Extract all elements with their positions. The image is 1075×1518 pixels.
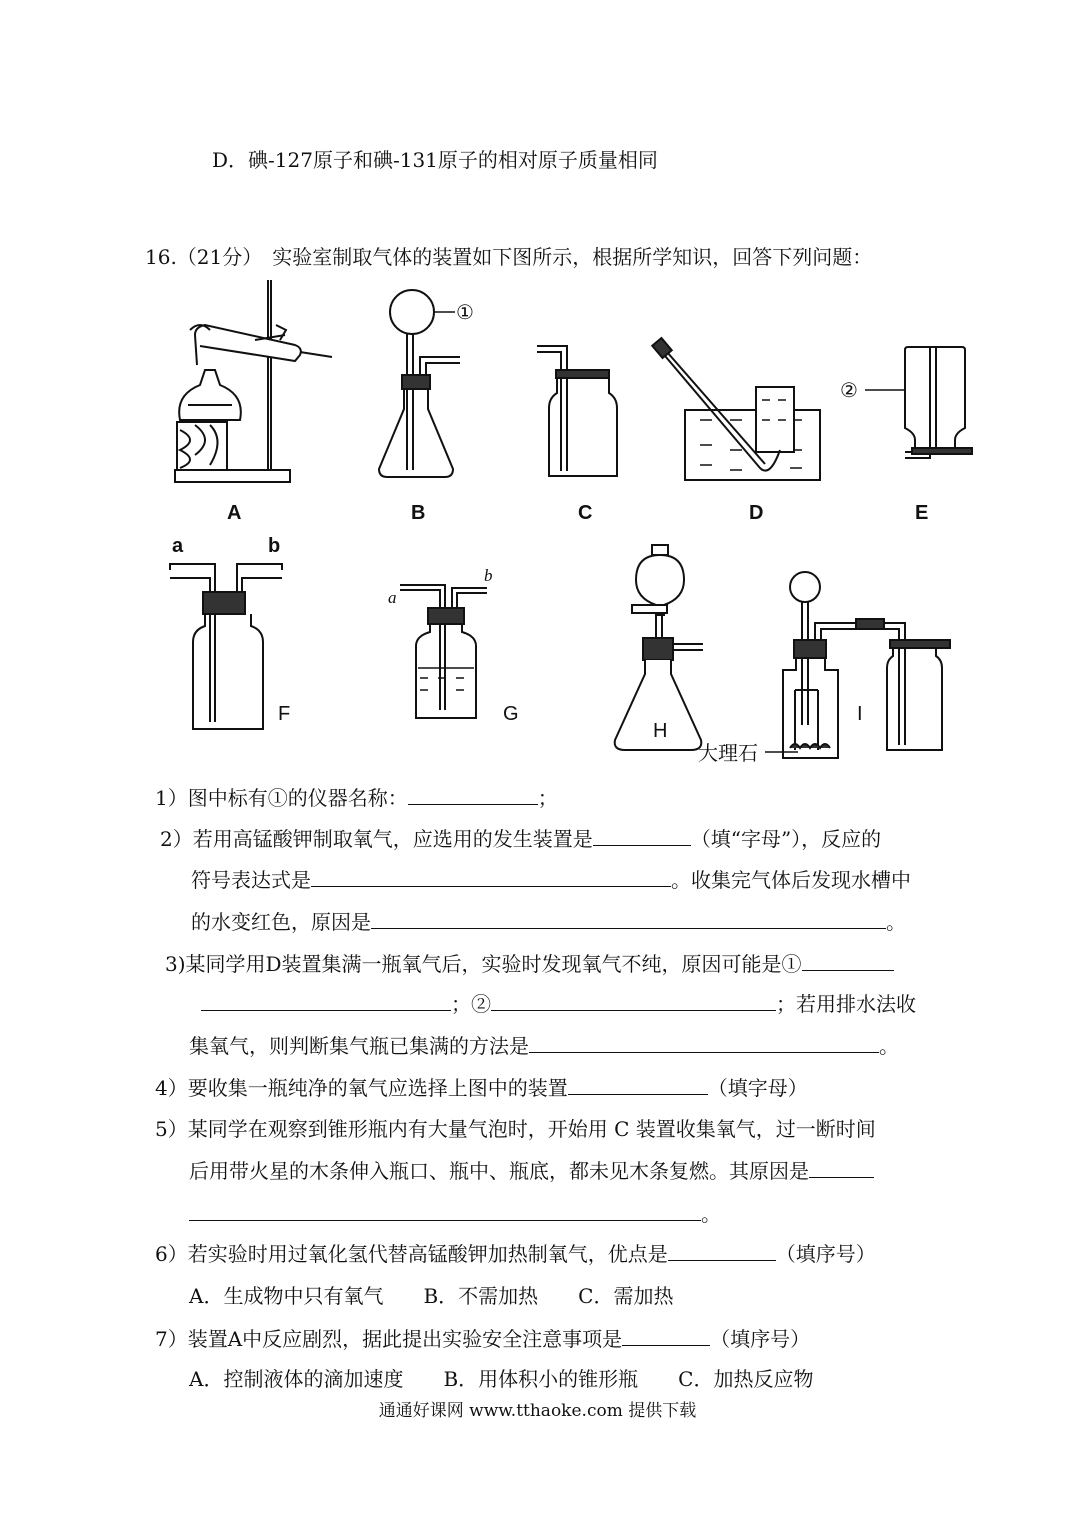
- q4-text-1: 4）要收集一瓶纯净的氧气应选择上图中的装置: [155, 1076, 568, 1100]
- q6-options: A．生成物中只有氧气 B．不需加热 C．需加热: [189, 1284, 674, 1308]
- q3-text-2: ；②: [451, 992, 491, 1016]
- q2-text-4: 。收集完气体后发现水槽中: [671, 868, 911, 892]
- q3-text-4: 集氧气，则判断集气瓶已集满的方法是: [189, 1034, 529, 1058]
- label-a: A: [227, 502, 242, 524]
- port-b-g: b: [484, 566, 493, 585]
- q7-answer-blank[interactable]: [622, 1325, 710, 1346]
- q3-method-blank[interactable]: [529, 1032, 879, 1053]
- q3-text-3: ；若用排水法收: [776, 992, 916, 1016]
- q2-text-2: （填“字母”），反应的: [690, 827, 882, 851]
- apparatus-i: [765, 572, 950, 758]
- marble-label: 大理石: [698, 741, 758, 765]
- q2-reason-blank[interactable]: [371, 908, 886, 929]
- q2-line-2: [191, 866, 911, 893]
- apparatus-e: [865, 347, 972, 458]
- q2-text-5: 的水变红色，原因是: [191, 910, 371, 934]
- q2-text-6: 。: [886, 910, 906, 934]
- q1-end: ；: [537, 786, 558, 810]
- apparatus-a: [175, 280, 332, 482]
- label-i: I: [857, 703, 863, 725]
- question-16-heading: 16.（21分） 实验室制取气体的装置如下图所示，根据所学知识，回答下列问题：: [145, 245, 873, 269]
- q2-line-3: [191, 908, 906, 935]
- apparatus-f: [170, 564, 282, 729]
- q1-text: 1）图中标有①的仪器名称：: [155, 786, 408, 810]
- label-c: C: [578, 502, 593, 524]
- q3-reason1-blank-a[interactable]: [802, 950, 894, 971]
- apparatus-g: [400, 585, 487, 718]
- q5-text-2: 后用带火星的木条伸入瓶口、瓶中、瓶底，都未见木条复燃。其原因是: [189, 1159, 809, 1183]
- q4-text-2: （填字母）: [707, 1076, 808, 1100]
- label-f: F: [278, 703, 291, 725]
- q1-line: [155, 784, 558, 811]
- q7-options: A．控制液体的滴加速度 B．用体积小的锥形瓶 C．加热反应物: [189, 1367, 814, 1391]
- q5-reason-blank-b[interactable]: [189, 1200, 701, 1221]
- apparatus-c: [537, 346, 617, 476]
- q3-line-2: [201, 990, 916, 1017]
- q2-line-1: [160, 825, 881, 852]
- option-d: D．碘-127原子和碘-131原子的相对原子质量相同: [212, 148, 658, 172]
- port-a-f: a: [172, 535, 184, 557]
- q1-answer-blank[interactable]: [408, 784, 538, 805]
- q7-text-2: （填序号）: [710, 1327, 811, 1351]
- q6-answer-blank[interactable]: [668, 1240, 776, 1261]
- port-a-g: a: [388, 588, 397, 607]
- apparatus-d: [652, 338, 820, 480]
- q3-text-5: 。: [879, 1034, 899, 1058]
- q6-text-2: （填序号）: [775, 1242, 876, 1266]
- apparatus-b: [379, 290, 460, 477]
- q2-text-3: 符号表达式是: [191, 868, 311, 892]
- port-b-f: b: [268, 535, 281, 557]
- q3-reason2-blank[interactable]: [491, 990, 776, 1011]
- q5-line-1: 5）某同学在观察到锥形瓶内有大量气泡时，开始用 C 装置收集氧气，过一断时间: [155, 1117, 876, 1141]
- q6-text-1: 6）若实验时用过氧化氢代替高锰酸钾加热制氧气，优点是: [155, 1242, 668, 1266]
- label-b: B: [411, 502, 426, 524]
- q3-reason1-blank-b[interactable]: [201, 990, 451, 1011]
- label-d: D: [749, 502, 764, 524]
- q2-formula-blank[interactable]: [311, 866, 671, 887]
- q2-device-blank[interactable]: [593, 825, 691, 846]
- q3-text-1: 3)某同学用D装置集满一瓶氧气后，实验时发现氧气不纯，原因可能是①: [165, 952, 802, 976]
- q7-text-1: 7）装置A中反应剧烈，据此提出实验安全注意事项是: [155, 1327, 623, 1351]
- label-e: E: [915, 502, 929, 524]
- q4-line: [155, 1074, 808, 1101]
- label-g: G: [503, 703, 519, 725]
- mark-circled-2: ②: [840, 380, 858, 402]
- q6-line: [155, 1240, 876, 1267]
- footer: 通通好课网 www.tthaoke.com 提供下载: [378, 1401, 697, 1421]
- q3-line-1: [165, 950, 894, 977]
- q2-text-1: 2）若用高锰酸钾制取氧气，应选用的发生装置是: [160, 827, 593, 851]
- q4-device-blank[interactable]: [568, 1074, 708, 1095]
- mark-circled-1: ①: [456, 302, 474, 324]
- q5-line-2: [189, 1157, 874, 1184]
- q3-line-3: [189, 1032, 899, 1059]
- q5-line-3: [189, 1200, 721, 1227]
- q5-reason-blank-a[interactable]: [809, 1157, 874, 1178]
- q5-text-3: 。: [701, 1202, 721, 1226]
- q7-line: [155, 1325, 810, 1352]
- label-h: H: [653, 720, 668, 742]
